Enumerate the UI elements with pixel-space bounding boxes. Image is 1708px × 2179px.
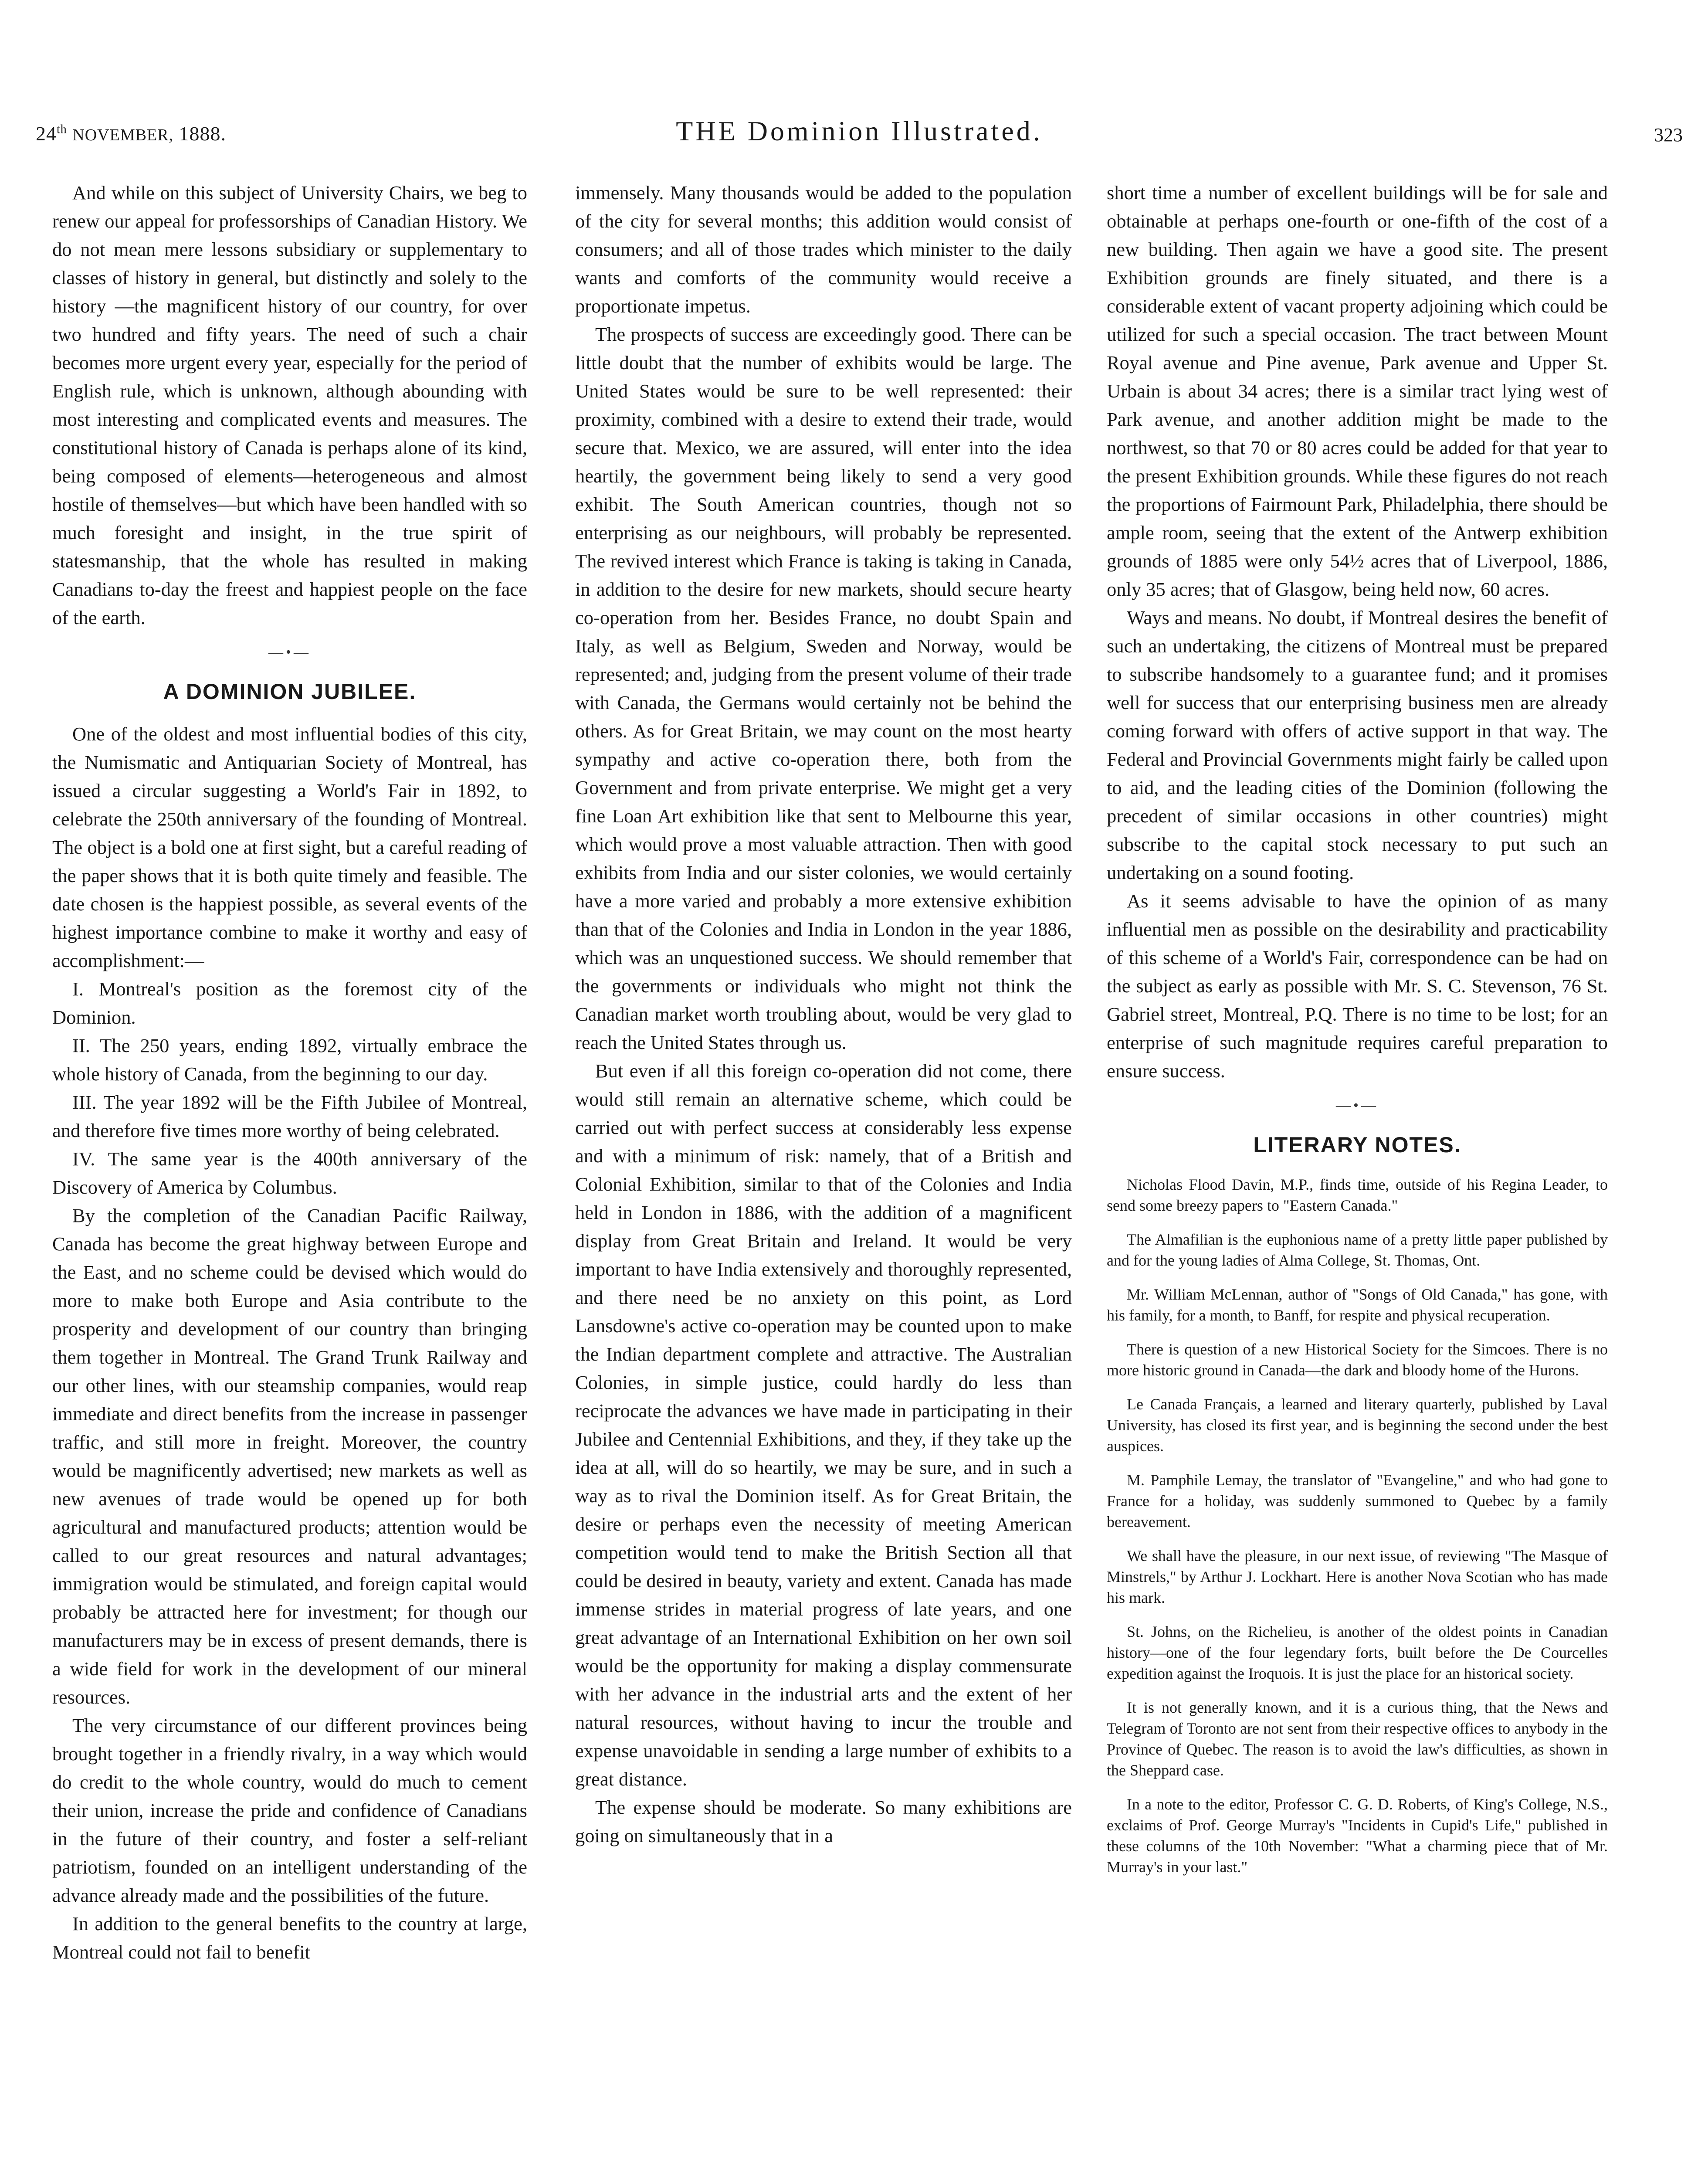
section-ornament: —•— <box>268 644 311 660</box>
note-item: Mr. William McLennan, author of "Songs of Old Canada," has gone, with his family, for a month, to Banff, for respite and physical recuperation. <box>1107 1286 1608 1324</box>
masthead-title: THE Dominion Illustrated. <box>676 115 1043 146</box>
page-number: 323 <box>1654 124 1683 146</box>
note-item: Le Canada Français, a learned and literary quarterly, published by Laval University, has closed its first year, and is beginning the second under the best auspices. <box>1107 1395 1608 1455</box>
page-header <box>36 111 1683 154</box>
paragraph: In addition to the general benefits to the country at large, Montreal could not fail to benefit <box>52 1913 527 1963</box>
section-ornament: —•— <box>1336 1097 1379 1113</box>
paragraph: And while on this subject of University Chairs, we beg to renew our appeal for professorships of Canadian History. We do not mean mere lessons subsidiary or supplementary to classes of history in general, but distinctly and solely to the history —the magnificent history of our country, for over two hundred and fifty years. The need of such a chair becomes more urgent every year, especially for the period of English rule, which is unknown, although abounding with most interesting and complicated events and measures. The constitutional history of Canada is perhaps alone of its kind, being composed of elements—heterogeneous and almost hostile of themselves—but which have been handled with so much foresight and insight, in the true spirit of statesmanship, that the whole has resulted in making Canadians to-day the freest and happiest people on the face of the earth. <box>52 182 527 628</box>
paragraph: The prospects of success are exceedingly good. There can be little doubt that the number of exhibits would be large. The United States would be sure to be well represented: their proximity, combined with a desire to extend their trade, would secure that. Mexico, we are assured, will enter into the idea heartily, the government being likely to send a very good exhibit. The South American countries, though not so enterprising as our neighbours, will probably be represented. The revived interest which France is taking is taking in Canada, in addition to the desire for new markets, should secure hearty co-operation from her. Besides France, no doubt Spain and Italy, as well as Belgium, Sweden and Norway, would be represented; and, judging from the present volume of their trade with Canada, the Germans would certainly not be behind the others. As for Great Britain, we may count on the most hearty sympathy and active co-operation there, both from the Government and from private enterprise. We might get a very fine Loan Art exhibition like that sent to Melbourne this year, which would prove a most valuable attraction. Then with good exhibits from India and our sister colonies, we would certainly have a more varied and probably a more extensive exhibition than that of the Colonies and India in London in the year 1886, which was an unquestioned success. We should remember that the governments or individuals who might not think the Canadian market worth troubling about, would be very glad to reach the United States through us. <box>575 323 1072 1053</box>
paragraph: Ways and means. No doubt, if Montreal desires the benefit of such an undertaking, the citizens of Montreal must be prepared to subscribe handsomely to a guarantee fund; and it promises well for success that our enterprising business men are already coming forward with offers of active support in that way. The Federal and Provincial Governments might fairly be called upon to aid, and the leading cities of the Dominion (following the precedent of similar occasions in other countries) might subscribe to the capital stock necessary to put such an undertaking on a sound footing. <box>1107 607 1608 883</box>
note-item: St. Johns, on the Richelieu, is another of the oldest points in Canadian history—one of the four legendary forts, built before the De Courcelles expedition against the Iroquois. It is just the place for an historical society. <box>1107 1623 1608 1682</box>
note-item: We shall have the pleasure, in our next issue, of reviewing "The Masque of Minstrels," by Arthur J. Lockhart. Here is another Nova Scotian who has made his mark. <box>1107 1547 1608 1606</box>
paragraph: short time a number of excellent buildings will be for sale and obtainable at perhaps one-fourth or one-fifth of the cost of a new building. Then again we have a good site. The present Exhibition grounds are finely situated, and there is a considerable extent of vacant property adjoining which could be utilized for such a special occasion. The tract between Mount Royal avenue and Pine avenue, Park avenue and Upper St. Urbain is about 34 acres; there is a similar tract lying west of Park avenue, and another addition might be made to the northwest, so that 70 or 80 acres could be added for that year to the present Exhibition grounds. While these figures do not reach the proportions of Fairmount Park, Philadelphia, there should be ample room, seeing that the extent of the Antwerp exhibition grounds of 1885 were only 54½ acres that of Liverpool, 1886, only 35 acres; that of Glasgow, being held now, 60 acres. <box>1107 182 1608 600</box>
paragraph: II. The 250 years, ending 1892, virtually embrace the whole history of Canada, from the beginning to our day. <box>52 1035 527 1085</box>
paragraph: As it seems advisable to have the opinion of as many influential men as possible on the desirability and practicability of this scheme of a World's Fair, correspondence can be had on the subject as early as possible with Mr. S. C. Stevenson, 76 St. Gabriel street, Montreal, P.Q. There is no time to be lost; for an enterprise of such magnitude requires careful preparation to ensure success. <box>1107 890 1608 1082</box>
paragraph: I. Montreal's position as the foremost city of the Dominion. <box>52 978 527 1028</box>
note-item: It is not generally known, and it is a curious thing, that the News and Telegram of Toronto are not sent from their respective offices to anybody in the Province of Quebec. The reason is to avoid the law's difficulties, as shown in the Sheppard case. <box>1107 1699 1608 1779</box>
paragraph: immensely. Many thousands would be added to the population of the city for several months; this addition would consist of consumers; and all of those trades which minister to the daily wants and comforts of the community would receive a proportionate impetus. <box>575 182 1072 317</box>
note-item: There is question of a new Historical Society for the Simcoes. There is no more historic ground in Canada—the dark and bloody home of the Hurons. <box>1107 1341 1608 1379</box>
paragraph: One of the oldest and most influential bodies of this city, the Numismatic and Antiquarian Society of Montreal, has issued a circular suggesting a World's Fair in 1892, to celebrate the 250th anniversary of the founding of Montreal. The object is a bold one at first sight, but a careful reading of the paper shows that it is both quite timely and feasible. The date chosen is the happiest possible, as several events of the highest importance combine to make it worthy and easy of accomplishment:— <box>52 723 527 971</box>
note-item: Nicholas Flood Davin, M.P., finds time, outside of his Regina Leader, to send some breezy papers to "Eastern Canada." <box>1107 1176 1608 1214</box>
paragraph: The expense should be moderate. So many exhibitions are going on simultaneously that in a <box>575 1796 1072 1846</box>
column-2 <box>575 179 1072 1850</box>
paragraph: By the completion of the Canadian Pacific Railway, Canada has become the great highway between Europe and the East, and no scheme could be devised which would do more to make both Europe and Asia contribute to the prosperity and development of our country than bringing them together in Montreal. The Grand Trunk Railway and our other lines, with our steamship companies, would reap immediate and direct benefits from the increase in passenger traffic, and still more in freight. Moreover, the country would be magnificently advertised; new markets as well as new avenues of trade would be opened up for both agricultural and manufactured products; attention would be called to our great resources and natural advantages; immigration would be stimulated, and foreign capital would probably be attracted here for investment; for though our manufacturers may be in excess of present demands, there is a wide field for work in the development of our mineral resources. <box>52 1205 527 1708</box>
column-3 <box>1107 179 1608 1891</box>
section-heading: LITERARY NOTES. <box>1253 1133 1461 1157</box>
literary-notes <box>1107 1174 1608 1877</box>
paragraph: IV. The same year is the 400th anniversary of the Discovery of America by Columbus. <box>52 1148 527 1198</box>
note-item: The Almafilian is the euphonious name of a pretty little paper published by and for the young ladies of Alma College, St. Thomas, Ont. <box>1107 1231 1608 1269</box>
issue-date: 24th NOVEMBER, 1888. <box>36 122 227 145</box>
paragraph: But even if all this foreign co-operation did not come, there would still remain an alternative scheme, which could be carried out with perfect success at considerably less expense and with a minimum of risk: namely, that of a British and Colonial Exhibition, similar to that of the Colonies and India held in London in 1886, with the addition of a magnificent display from Great Britain and Ireland. It would be very important to have India extensively and thoroughly represented, and there need be no anxiety on this point, as Lord Lansdowne's active co-operation may be counted upon to make the Indian department complete and attractive. The Australian Colonies, in simple justice, could hardly do less than reciprocate the advances we have made in participating in their Jubilee and Centennial Exhibitions, and they, if they take up the idea at all, will do so heartily, we may be sure, and in such a way as to rival the Dominion itself. As for Great Britain, the desire or perhaps even the necessity of meeting American competition would tend to make the British Section all that could be desired in beauty, variety and extent. Canada has made immense strides in material progress of late years, and one great advantage of an International Exhibition on her own soil would be the opportunity for making a display commensurate with her advance in the industrial arts and the extent of her natural resources, without having to incur the trouble and expense unavoidable in sending a large number of exhibits to a great distance. <box>575 1060 1072 1790</box>
column-1 <box>52 179 527 1966</box>
note-item: In a note to the editor, Professor C. G. D. Roberts, of King's College, N.S., exclaims of Prof. George Murray's "Incidents in Cupid's Life," published in these columns of the 10th November: "What a charming piece that of Mr. Murray's in your last." <box>1107 1795 1608 1876</box>
section-heading: A DOMINION JUBILEE. <box>163 679 417 704</box>
paragraph: III. The year 1892 will be the Fifth Jubilee of Montreal, and therefore five times more worthy of being celebrated. <box>52 1091 527 1141</box>
paragraph: The very circumstance of our different provinces being brought together in a friendly rivalry, in a way which would do credit to the whole country, would do much to cement their union, increase the pride and confidence of Canadians in the future of their country, and foster a self-reliant patriotism, founded on an intelligent understanding of the advance already made and the possibilities of the future. <box>52 1714 527 1906</box>
note-item: M. Pamphile Lemay, the translator of "Evangeline," and who had gone to France for a holiday, was suddenly summoned to Quebec by a family bereavement. <box>1107 1471 1608 1531</box>
